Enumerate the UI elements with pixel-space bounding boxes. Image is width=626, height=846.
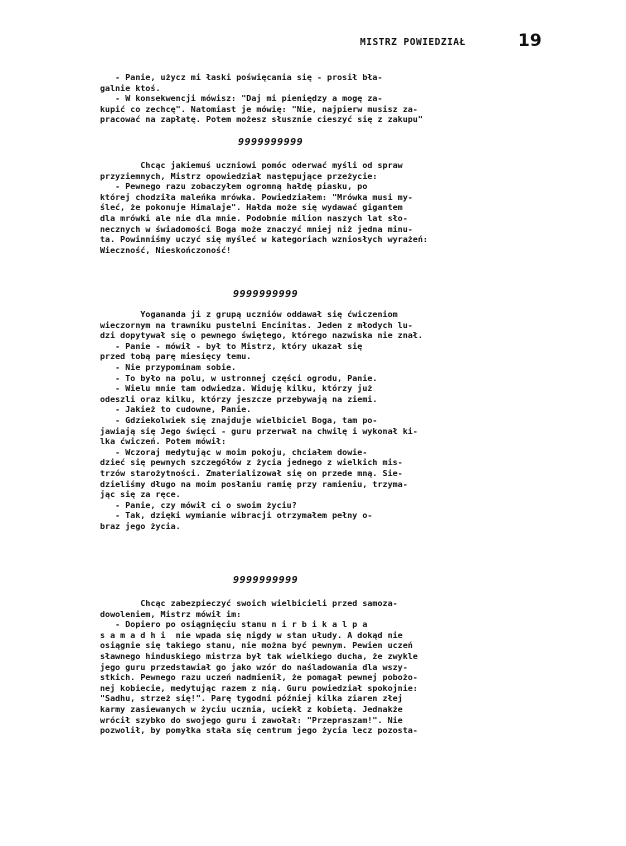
paragraph-block: Chcąc jakiemuś uczniowi pomóc oderwać myśli od spraw przyziemnych, Mistrz opowiedział następujące przeżycie: - Pewnego razu zobaczyłem ogromną hałdę piasku, po której chodziła maleńka mrówka. Powiedziałem: "Mrówka musi my- śleć, że pokonuje Himalaje". Hałda może się wydawać gigantem dla mrówki ale nie dla mnie. Podobnie milion naszych lat sło- necznych w świadomości Boga może znaczyć mniej niż jedna minu- ta. Powinniśmy uczyć się myśleć w kategoriach wzniosłych wyrażeń: Wieczność, Nieskończoność! xyxy=(100,160,428,255)
running-title: MISTRZ POWIEDZIAŁ xyxy=(360,37,466,48)
paragraph-block: Yogananda ji z grupą uczniów oddawał się ćwiczeniom wieczornym na trawniku pustelni Encinitas. Jeden z młodych lu- dzi dopytywał się o pewnego świętego, którego nazwiska nie znał. - Panie - mówił - był to Mistrz, który ukazał się przed tobą parę miesięcy temu. - Nie przypominam sobie. - To było na polu, w ustronnej części ogrodu, Panie. - Wielu mnie tam odwiedza. Widuję kilku, którzy już odeszli oraz kilku, którzy jeszcze przebywają na ziemi. - Jakież to cudowne, Panie. - Gdziekolwiek się znajduje wielbiciel Boga, tam po- jawiają się Jego święci - guru przerwał na chwilę i wykonał ki- lka ćwiczeń. Potem mówił: - Wczoraj medytując w moim pokoju, chciałem dowie- dzieć się pewnych szczegółów z życia jednego z wielkich mis- trzów starożytności. Zmaterializował się on przede mną. Sie- dzieliśmy długo na moim posłaniu ramię przy ramieniu, trzyma- jąc się za ręce. - Panie, czy mówił ci o swoim życiu? - Tak, dzięki wymianie wibracji otrzymałem pełny o- braz jego życia. xyxy=(100,309,423,531)
running-header xyxy=(360,33,560,53)
section-separator: 9999999999 xyxy=(233,289,299,300)
paragraph-block: - Panie, użycz mi łaski poświęcania się - prosił bła- galnie ktoś. - W konsekwencji mówisz: "Daj mi pieniędzy a mogę za- kupić co zechcę". Natomiast je mówię: "Nie, najpierw musisz za- pracować na zapłatę. Potem możesz słusznie cieszyć się z zakupu" xyxy=(100,72,423,125)
paragraph-block: Chcąc zabezpieczyć swoich wielbicieli przed samoza- dowoleniem, Mistrz mówił im: - Dopiero po osiągnięciu stanu n i r b i k a l p a s a m a d h i nie wpada się nigdy w stan ułudy. A dokąd nie osiągnie się takiego stanu, nie można być pewnym. Pewien uczeń sławnego hinduskiego mistrza był tak wielkiego ducha, że zwykle jego guru przedstawiał go jako wzór do naśladowania dla wszy- stkich. Pewnego razu uczeń nadmienił, że pomagał pewnej pobożo- nej kobiecie, medytując razem z nią. Guru powiedział spokojnie: "Sadhu, strzeż się!". Parę tygodni później kilka ziaren złej karmy zasiewanych w życiu ucznia, uciekł z kobietą. Jednakże wrócił szybko do swojego guru i zawołał: "Przepraszam!". Nie pozwolił, by pomyłka stała się centrum jego życia lecz pozosta- xyxy=(100,598,418,736)
section-separator: 9999999999 xyxy=(233,575,299,586)
page-number: 19 xyxy=(518,31,542,51)
section-separator: 9999999999 xyxy=(238,137,304,148)
